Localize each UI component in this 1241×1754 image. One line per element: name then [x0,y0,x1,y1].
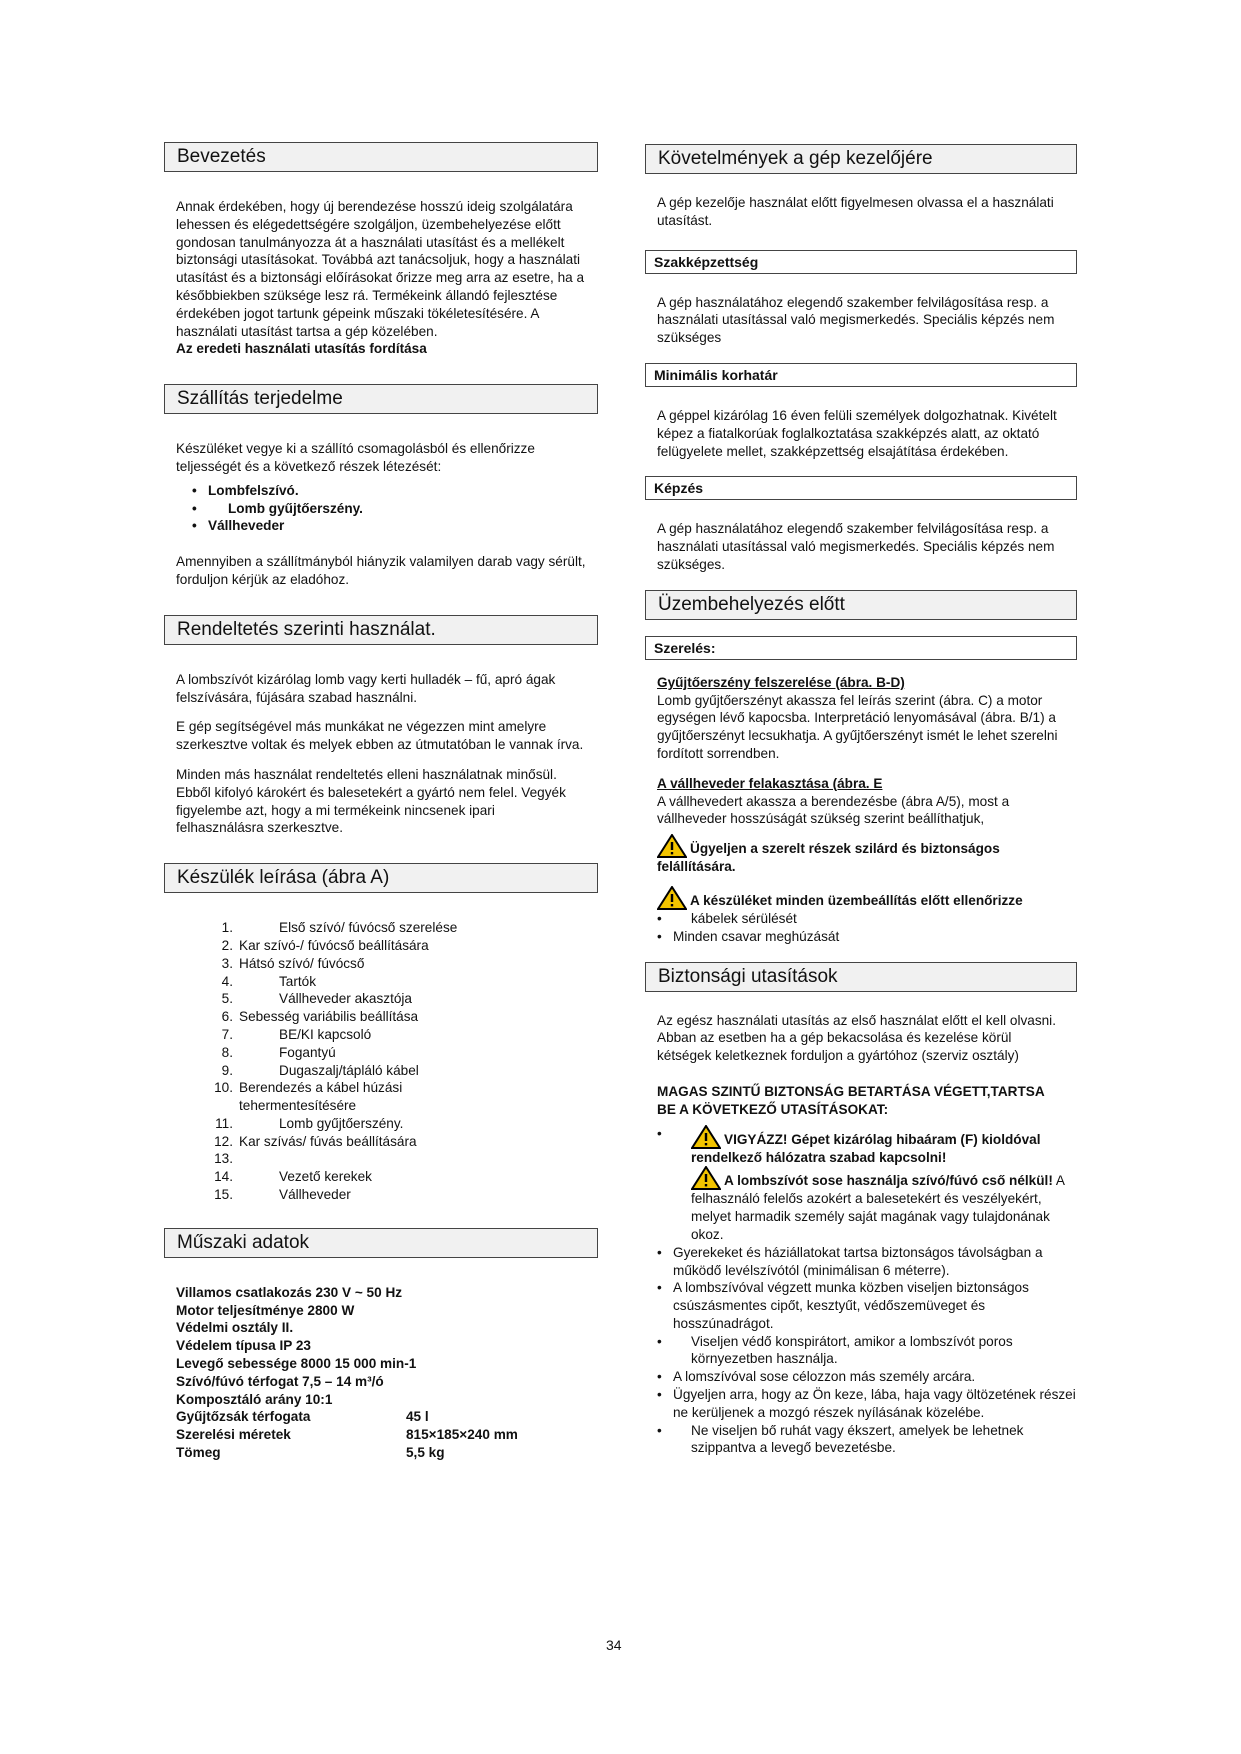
left-column [164,142,598,1462]
assembly-heading-strap: A vállheveder felakasztása (ábra. E [657,775,883,791]
spec-line: Villamos csatlakozás 230 V ~ 50 Hz [176,1284,403,1300]
warning-icon [691,1125,721,1149]
use-text-3: Minden más használat rendeltetés elleni használatnak minősül. Ebből kifolyó károkért és balesetekért a gyártó nem felel. Vegyék figyelembe azt, hogy a mi termékeink nincsenek ipari felhasználásra szerkesztve. [176,766,566,836]
use-text-2: E gép segítségével más munkákat ne végezzen mint amelyre szerkesztve voltak és melyek ebben az útmutatóban le vannak írva. [176,719,584,753]
spec-row: Gyűjtőzsák térfogata 45 l [176,1409,429,1425]
list-item: • Ne viseljen bő ruhát vagy ékszert, amelyek be lehetnek szippantva a levegő bevezetésbe. [657,1422,1024,1456]
spec-line: Szívó/fúvó térfogat 7,5 – 14 m³/ó [176,1373,384,1389]
subsection-title-age: Minimális korhatár [645,363,1077,387]
scope-note: Amennyiben a szállítmányból hiányzik valamilyen darab vagy sérült, forduljon kérjük az eladóhoz. [176,554,586,587]
requirements-text: A gép kezelője használat előtt figyelmesen olvassa el a használati utasítást. [657,195,1054,228]
list-item: • A lomszívóval sose célozzon más személy arcára. [657,1369,976,1385]
list-item: 4. Tartók [221,973,317,989]
list-item: • Gyerekeket és háziállatokat tartsa biztonságos távolságban a működő levélszívótól (minimálisan 6 méterre). [657,1244,1043,1278]
warning-icon [691,1166,721,1190]
list-item: • Lombfelszívó. [192,482,299,498]
section-title-requirements: Követelmények a gép kezelőjére [645,144,1077,174]
list-item: • Ügyeljen arra, hogy az Ön keze, lába, haja vagy öltözetének részei ne kerüljenek a mozgó részek nyílásának közelébe. [657,1387,1076,1420]
list-item: • Vállheveder [192,518,285,534]
assembly-warning-1: Ügyeljen a szerelt részek szilárd és biztonságos felállítására. [645,834,1077,876]
spec-line: Védelmi osztály II. [176,1320,294,1336]
list-item: 9. Dugaszalj/tápláló kábel [221,1062,419,1078]
safety-list [645,1125,1077,1458]
spec-row: Szerelési méretek 815×185×240 mm [176,1427,518,1443]
section-title-use: Rendeltetés szerinti használat. [164,615,598,645]
list-item: • kábelek sérülését [657,910,797,926]
section-title-before-use: Üzembehelyezés előtt [645,590,1077,620]
section-title-scope: Szállítás terjedelme [164,384,598,414]
scope-list [164,482,598,535]
list-item: 15. Vállheveder [214,1187,351,1203]
list-item: 12. Kar szívás/ fúvás beállítására [214,1133,417,1149]
spec-line: Védelem típusa IP 23 [176,1338,311,1354]
list-item: • VIGYÁZZ! Gépet kizárólag hibaáram (F) kioldóval rendelkező hálózatra szabad kapcsolni! [657,1125,1041,1165]
use-text-1: A lombszívót kizárólag lomb vagy kerti hulladék – fű, apró ágak felszívására, fújására szabad használni. [176,671,556,705]
safety-caps: MAGAS SZINTŰ BIZTONSÁG BETARTÁSA VÉGETT,TARTSA BE A KÖVETKEZŐ UTASÍTÁSOKAT: [657,1083,1045,1117]
intro-text: Annak érdekében, hogy új berendezése hosszú ideig szolgálatára lehessen és elégedettségére szolgáljon, üzembehelyezése előtt gondosan tanulmányozza át a használati utasítást és a mellékelt biztonsági utasításokat. Továbbá azt tanácsoljuk, hogy a használati utasítást és a biztonsági előírásokat őrizze meg arra az esetre, ha a későbbiekben szüksége lesz rá. Termékeink állandó fejlesztése érdekében jogot tartunk gépeink műszaki tökéletesítésére. A használati utasítást tartsa a gép közelében. [176,199,585,339]
warning-icon [657,834,687,858]
list-item: • Minden csavar meghúzását [657,928,840,944]
subsection-title-skill: Szakképzettség [645,250,1077,274]
subsection-title-training: Képzés [645,476,1077,500]
spec-line: Motor teljesítménye 2800 W [176,1302,355,1318]
list-item: 2. Kar szívó-/ fúvócső beállítására [221,937,429,953]
assembly-heading-bag: Gyűjtőerszény felszerelése (ábra. B-D) [657,674,905,690]
skill-text: A gép használatához elegendő szakember felvilágosítása resp. a használati utasítással való megismerkedés. Speciális képzés nem szükséges [657,294,1055,346]
warning-icon [657,886,687,910]
parts-list [164,919,598,1204]
list-item: 8. Fogantyú [221,1044,336,1060]
assembly-text-bag: Lomb gyűjtőerszényt akassza fel leírás szerint (ábra. C) a motor egységen lévő kapocsba. Interpretáció lenyomásával (ábra. B/1) a gyűjtőerszényt lecsukhatja. A gyűjtőerszényt ismét le lehet szerelni fordított sorrendben. [657,692,1058,761]
list-item: 6. Sebesség variábilis beállítása [221,1009,419,1025]
list-item: 3. Hátsó szívó/ fúvócső [221,955,365,971]
page-number: 34 [606,1637,622,1653]
list-item: 14. Vezető kerekek [214,1169,372,1185]
section-title-safety: Biztonsági utasítások [645,962,1077,992]
section-title-description: Készülék leírása (ábra A) [164,863,598,893]
age-text: A géppel kizárólag 16 éven felüli személyek dolgozhatnak. Kivételt képez a fiatalkorúak foglalkoztatása szakképzés alatt, az oktató felügyelete mellet, szakképzettség elsajátítása érdekében. [657,407,1057,459]
list-item: 5. Vállheveder akasztója [221,991,412,1007]
list-item: 7. BE/KI kapcsoló [221,1026,372,1042]
check-list [645,910,1077,946]
scope-text: Készüléket vegye ki a szállító csomagolásból és ellenőrizze teljességét és a következő részek létezését: [176,441,535,474]
list-item: 1. Első szívó/ fúvócső szerelése [221,920,458,936]
list-item: 13. [214,1151,233,1167]
subsection-title-assembly: Szerelés: [645,636,1077,660]
section-title-tech: Műszaki adatok [164,1228,598,1258]
assembly-text-strap: A vállhevedert akassza a berendezésbe (ábra A/5), most a vállheveder hosszúságát szükség szerint beállíthatjuk, [657,793,1010,827]
assembly-warning-2: A készüléket minden üzembeállítás előtt ellenőrizze [645,886,1077,910]
safety-text: Az egész használati utasítás az első használat előtt el kell olvasni. Abban az esetben ha a gép bekacsolása és kezelése körül kétségek keletkeznek forduljon a gyártóhoz (szerviz osztály) [657,1012,1056,1064]
list-item: 11. Lomb gyűjtőerszény. [215,1115,404,1131]
list-item: • Viseljen védő konspirátort, amikor a lombszívót poros környezetben használja. [657,1333,1013,1367]
tech-specs [164,1284,598,1462]
spec-line: Komposztáló arány 10:1 [176,1391,333,1407]
right-column [645,144,1077,1457]
spec-row: Tömeg 5,5 kg [176,1445,445,1461]
list-item: • A lombszívóval végzett munka közben viseljen biztonságos csúszásmentes cipőt, kesztyűt, védőszemüveget és hosszúnadrágot. [657,1280,1029,1331]
intro-bold-line: Az eredeti használati utasítás fordítása [176,341,427,357]
list-item: • Lomb gyűjtőerszény. [192,500,363,516]
spec-line: Levegő sebessége 8000 15 000 min-1 [176,1356,417,1372]
section-title-intro: Bevezetés [164,142,598,172]
list-item: A lombszívót sose használja szívó/fúvó cső nélkül! A felhasználó felelős azokért a balesetekért és veszélyekért, melyet harmadik személy saját magának vagy tulajdonának okoz. [657,1166,1077,1243]
training-text: A gép használatához elegendő szakember felvilágosítása resp. a használati utasítással való megismerkedés. Speciális képzés nem szükséges. [657,521,1055,572]
list-item: 10. Berendezés a kábel húzási tehermentesítésére [214,1080,403,1114]
